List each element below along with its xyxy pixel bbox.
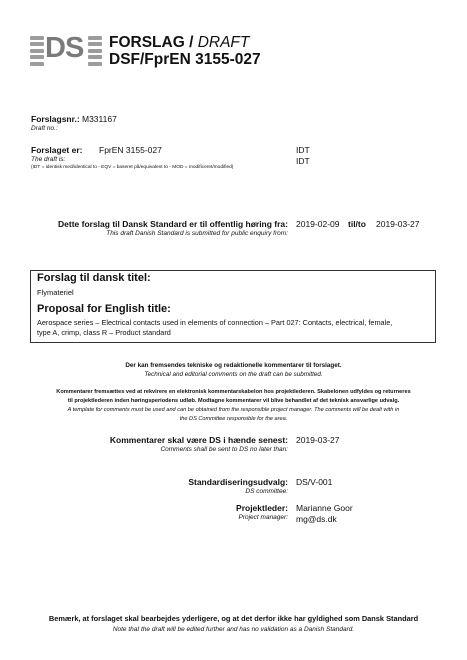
logo-stripes-left <box>30 36 44 66</box>
hearing-label: Dette forslag til Dansk Standard er til offentlig høring fra: <box>58 219 288 229</box>
en-title-line-2: type A, crimp, class R – Product standard <box>37 328 171 337</box>
deadline-label: Kommentarer skal være DS i hænde senest: <box>109 435 288 445</box>
comments-info-en: Technical and editorial comments on the draft can be submitted. <box>144 371 323 378</box>
en-title-line-1: Aerospace series – Electrical contacts used in elements of connection – Part 027: Contacts, electrical, female, <box>37 318 393 327</box>
en-title-heading: Proposal for English title: <box>37 303 171 315</box>
comments-info-dk: Der kan fremsendes tekniske og redaktionelle kommentarer til forslaget. <box>125 362 342 369</box>
draft-no-label: Forslagsnr.: <box>31 114 80 124</box>
template-info-en-2: the DS Committee responsible for the area. <box>179 416 288 422</box>
draft-no-value: M331167 <box>82 114 117 124</box>
committee-value: DS/V-001 <box>296 477 333 487</box>
footer-note-dk: Bemærk, at forslaget skal bearbejdes yderligere, og at det derfor ikke har gyldighed som Dansk Standard <box>48 614 419 623</box>
draft-is-label: Forslaget er: <box>31 145 83 155</box>
template-info-dk-1: Kommentarer fremsættes ved at rekvirere en elektronisk kommentarskabelon hos projektlederen. Skabelonen udfyldes og returneres <box>56 389 411 395</box>
header-draft: DRAFT <box>197 34 250 51</box>
footer-note-en: Note that the draft will be edited further and has no validation as a Danish Standard. <box>112 626 355 633</box>
manager-label: Projektleder: <box>236 503 288 513</box>
hearing-to: 2019-03-27 <box>376 219 420 229</box>
dk-title-heading: Forslag til dansk titel: <box>37 272 151 284</box>
dk-title: Flymateriel <box>37 288 74 297</box>
committee-label-en: DS committee: <box>245 488 288 495</box>
draft-no-label-en: Draft no.: <box>31 125 58 132</box>
logo-stripes-right <box>88 36 102 66</box>
title-box <box>30 270 436 343</box>
draft-is-value: FprEN 3155-027 <box>99 145 162 155</box>
template-info-dk-2: til projektlederen inden høringsperiodens udløb. Modtagne kommentarer vil blive behandlet af det teknisk ansvarlige udvalg. <box>67 398 400 404</box>
draft-is-legend: (IDT = identisk med/identical to - EQV = baseret på/equivalent to - MOD = modificeret/modified) <box>31 165 234 170</box>
draft-is-type-2: IDT <box>296 156 310 166</box>
logo-text: DS <box>45 32 84 64</box>
manager-label-en: Project manager: <box>238 514 288 521</box>
header-title <box>109 34 249 52</box>
manager-name: Marianne Goor <box>296 503 353 513</box>
ds-logo <box>30 32 106 66</box>
document-code: DSF/FprEN 3155-027 <box>109 51 261 68</box>
deadline-value: 2019-03-27 <box>296 435 340 445</box>
template-info-en-1: A template for comments must be used and can be obtained from the responsible project manager. The comments will be dealt with in <box>67 407 400 413</box>
hearing-til-label: til/to <box>348 219 366 229</box>
hearing-label-en: This draft Danish Standard is submitted for public enquiry from: <box>106 230 288 237</box>
draft-is-type-1: IDT <box>296 145 310 155</box>
deadline-label-en: Comments shall be sent to DS no later than: <box>160 446 288 453</box>
hearing-from: 2019-02-09 <box>296 219 340 229</box>
manager-email[interactable]: mg@ds.dk <box>296 514 337 524</box>
committee-label: Standardiseringsudvalg: <box>188 477 288 487</box>
draft-is-label-en: The draft is: <box>31 156 66 163</box>
header-forslag: FORSLAG / <box>109 34 198 51</box>
